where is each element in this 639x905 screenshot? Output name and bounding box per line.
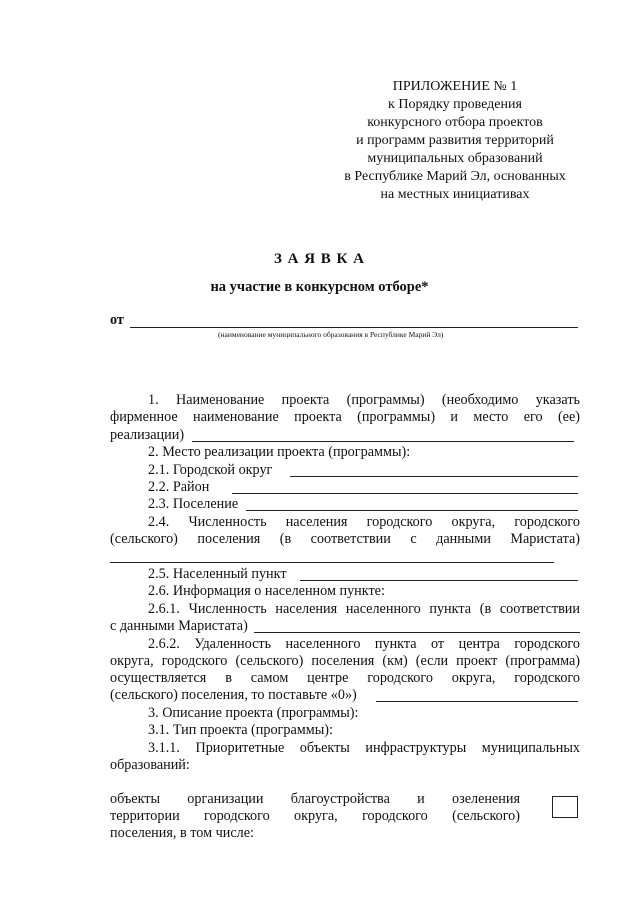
population-field[interactable]: [110, 562, 554, 563]
objects-line-2: территории городского округа, городского (сельского): [110, 808, 520, 824]
district-field[interactable]: [232, 493, 578, 494]
objects-line-3: поселения, в том числе:: [110, 825, 254, 841]
item-2-6-2-line-1: 2.6.2. Удаленность населенного пункта от центра городского: [148, 636, 580, 652]
item-2-5: 2.5. Населенный пункт: [148, 566, 287, 582]
from-field-line[interactable]: [130, 327, 578, 328]
item-2-4-line-1: 2.4. Численность населения городского округа, городского: [148, 514, 580, 530]
item-2-1: 2.1. Городской округ: [148, 462, 273, 478]
city-district-field[interactable]: [290, 476, 578, 477]
item-2: 2. Место реализации проекта (программы):: [148, 444, 411, 460]
item-2-3: 2.3. Поселение: [148, 496, 239, 512]
from-field-hint: (наименование муниципального образования в Республике Марий Эл): [218, 330, 444, 339]
document-title: З А Я В К А: [273, 251, 366, 267]
item-2-6-2-line-2: округа, городского (сельского) поселения (км) (если проект (программа): [110, 653, 580, 669]
header-line: муниципальных образований: [367, 151, 543, 166]
item-2-6-2-line-3: осуществляется в самом центре городского округа, городского: [110, 670, 580, 686]
header-line: ПРИЛОЖЕНИЕ № 1: [392, 79, 518, 94]
locality-population-field[interactable]: [254, 632, 580, 633]
item-3: 3. Описание проекта (программы):: [148, 705, 359, 721]
item-1-line-1: 1. Наименование проекта (программы) (необходимо указать: [148, 392, 580, 408]
item-2-6-1-line-2: с данными Маристата): [110, 618, 248, 634]
locality-field[interactable]: [300, 580, 578, 581]
item-2-6: 2.6. Информация о населенном пункте:: [148, 583, 385, 599]
item-3-1-1-line-2: образований:: [110, 757, 190, 773]
document-subtitle: на участие в конкурсном отборе*: [210, 279, 429, 295]
project-name-field[interactable]: [192, 441, 574, 442]
header-line: конкурсного отбора проектов: [367, 115, 543, 130]
item-1-line-2: фирменное наименование проекта (программы) и место его (ее): [110, 409, 580, 425]
distance-field[interactable]: [376, 701, 578, 702]
objects-line-1: объекты организации благоустройства и озеленения: [110, 791, 520, 807]
item-2-6-1-line-1: 2.6.1. Численность населения населенного пункта (в соответствии: [148, 601, 580, 617]
header-line: к Порядку проведения: [388, 97, 522, 112]
item-2-6-2-line-4: (сельского) поселения, то поставьте «0»): [110, 687, 357, 703]
settlement-field[interactable]: [246, 510, 578, 511]
item-2-2: 2.2. Район: [148, 479, 210, 495]
header-line: и программ развития территорий: [356, 133, 554, 148]
header-line: на местных инициативах: [380, 187, 530, 202]
item-1-line-3: реализации): [110, 427, 185, 443]
item-2-4-line-2: (сельского) поселения (в соответствии с данными Маристата): [110, 531, 580, 547]
from-label: от: [110, 312, 124, 328]
appendix-header: [290, 78, 620, 204]
header-line: в Республике Марий Эл, основанных: [344, 169, 566, 184]
item-3-1: 3.1. Тип проекта (программы):: [148, 722, 333, 738]
landscaping-checkbox[interactable]: [552, 796, 578, 818]
item-3-1-1-line-1: 3.1.1. Приоритетные объекты инфраструктуры муниципальных: [148, 740, 580, 756]
